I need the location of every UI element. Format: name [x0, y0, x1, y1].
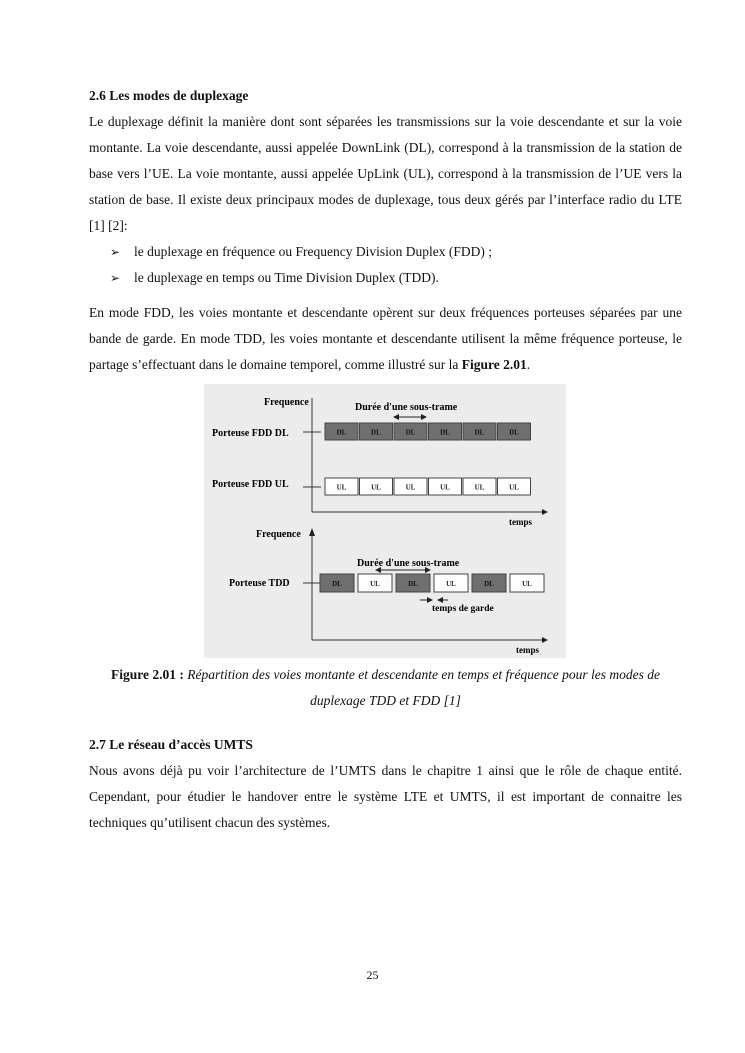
subframe-label: DL: [336, 428, 347, 437]
subframe-label: UL: [405, 483, 416, 492]
duplex-mode-list: [89, 239, 682, 291]
subframe-label: UL: [440, 483, 450, 492]
duplex-diagram: [204, 384, 566, 658]
subframe-label: UL: [522, 580, 532, 588]
figure-caption-text: Répartition des voies montante et descendante en temps et fréquence pour les modes de duplexage TDD et FDD [1]: [183, 667, 660, 708]
figure-caption-label: Figure 2.01 :: [110, 667, 184, 682]
list-item-text: le duplexage en fréquence ou Frequency Division Duplex (FDD) ;: [134, 244, 493, 259]
guard-time-label: temps de garde: [432, 604, 494, 614]
figure-reference: Figure 2.01: [461, 357, 527, 372]
list-item: [110, 265, 682, 291]
tdd-row: [320, 574, 544, 592]
figure-caption: [89, 662, 682, 714]
duplex-diagram-svg: [204, 384, 566, 658]
fdd-subframe-label: Durée d'une sous-trame: [355, 402, 458, 413]
tdd-time-label: temps: [516, 645, 539, 655]
paragraph-duplexage-intro: Le duplexage définit la manière dont sont séparées les transmissions sur la voie descendante et sur la voie montante. La voie descendante, aussi appelée DownLink (DL), correspond à la transmission de la station de base vers l’UE. La voie montante, aussi appelée UpLink (UL), correspond à la transmission de l’UE vers la station de base. Il existe deux principaux modes de duplexage, tous deux gérés par l’interface radio du LTE [1] [2]:: [89, 114, 682, 233]
paragraph-end: .: [526, 357, 531, 372]
subframe-label: UL: [371, 483, 381, 492]
fdd-time-label: temps: [509, 517, 532, 527]
subframe-label: UL: [446, 580, 456, 588]
subframe-label: DL: [484, 580, 494, 588]
fdd-ul-carrier-label: Porteuse FDD UL: [212, 479, 289, 490]
arrow-bullet-icon: ➢: [110, 271, 121, 285]
arrow-bullet-icon: ➢: [110, 245, 121, 259]
section-heading-2-6: 2.6 Les modes de duplexage: [89, 88, 249, 103]
subframe-label: DL: [408, 580, 418, 588]
subframe-label: DL: [405, 428, 416, 437]
page-body: [89, 86, 682, 836]
list-item-text: le duplexage en temps ou Time Division Duplex (TDD).: [134, 270, 439, 285]
paragraph-fdd-tdd: [89, 300, 682, 378]
tdd-subframe-label: Durée d'une sous-trame: [357, 558, 460, 569]
subframe-label: UL: [509, 483, 519, 492]
paragraph-fdd-tdd-text: En mode FDD, les voies montante et descendante opèrent sur deux fréquences porteuses séparées par une bande de garde. En mode TDD, les voies montante et descendante utilisent la même fréquence porteuse, le partage s’effectuant dans le domaine temporel, comme illustré sur la: [89, 305, 682, 372]
subframe-label: UL: [474, 483, 485, 492]
fdd-frequency-label: Frequence: [264, 397, 309, 408]
subframe-label: DL: [474, 428, 485, 437]
fdd-dl-row: [325, 423, 531, 440]
paragraph-umts: Nous avons déjà pu voir l’architecture de l’UMTS dans le chapitre 1 ainsi que le rôle de chaque entité. Cependant, pour étudier le handover entre le système LTE et UMTS, il est important de connaitre les techniques qu’utilisent chacun des systèmes.: [89, 763, 682, 830]
subframe-label: DL: [332, 580, 342, 588]
subframe-label: UL: [370, 580, 380, 588]
fdd-ul-row: [325, 478, 531, 495]
subframe-label: DL: [371, 428, 381, 437]
tdd-frequency-label: Frequence: [256, 529, 301, 540]
subframe-label: UL: [336, 483, 347, 492]
tdd-y-axis-arrowhead: [309, 528, 315, 536]
page-number: 25: [366, 968, 379, 982]
section-heading-2-7: 2.7 Le réseau d’accès UMTS: [89, 737, 253, 752]
subframe-label: DL: [509, 428, 519, 437]
figure-2-01: [89, 384, 682, 714]
list-item: [110, 239, 682, 265]
fdd-dl-carrier-label: Porteuse FDD DL: [212, 428, 289, 439]
subframe-label: DL: [440, 428, 450, 437]
tdd-carrier-label: Porteuse TDD: [229, 578, 290, 589]
